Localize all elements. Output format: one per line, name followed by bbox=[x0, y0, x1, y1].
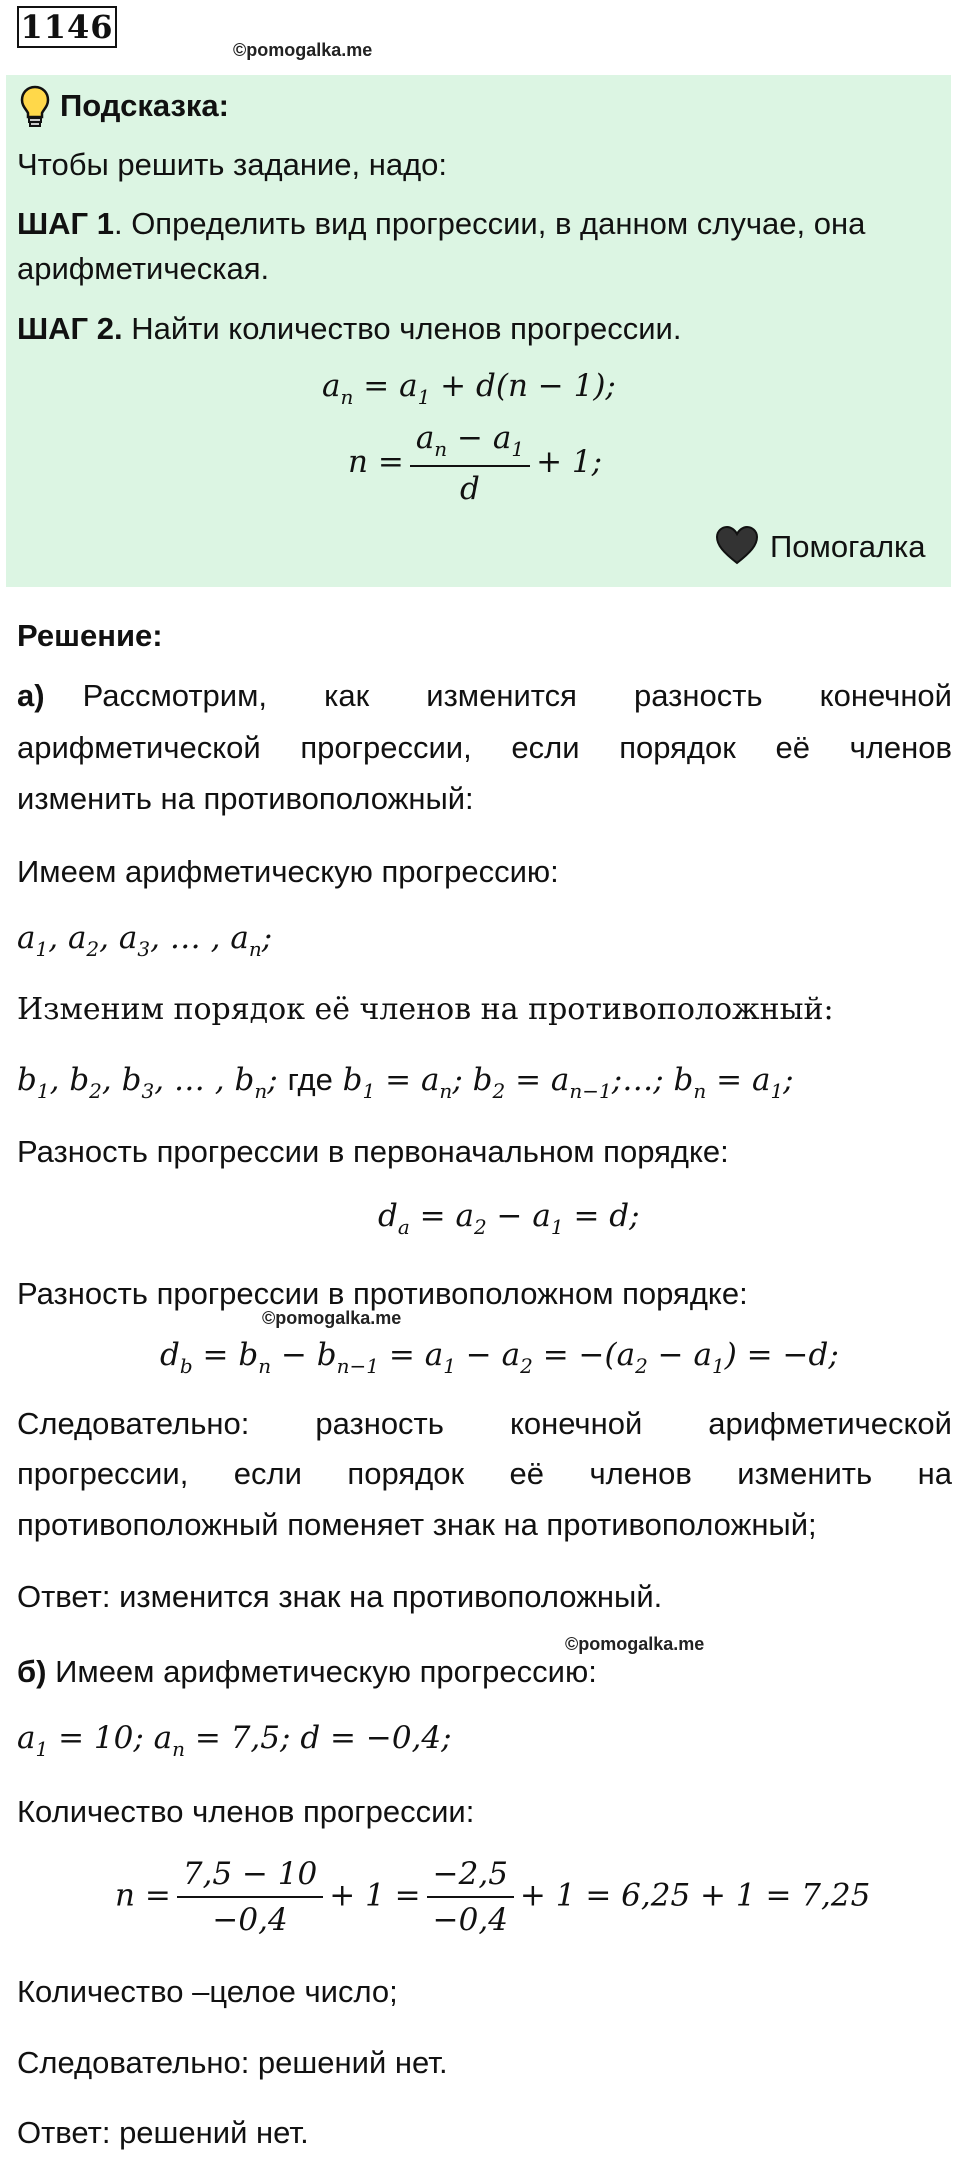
answer-a: Ответ: изменится знак на противоположный. bbox=[17, 1579, 663, 1614]
watermark: ©pomogalka.me bbox=[262, 1308, 402, 1328]
conclusion-line3: противоположный поменяет знак на противоположный; bbox=[17, 1507, 817, 1542]
conclusion-line1: Следовательно: разность конечной арифметической bbox=[17, 1406, 952, 1441]
lightbulb-icon bbox=[20, 85, 50, 129]
part-a-line1: а) Рассмотрим, как изменится разность конечной bbox=[17, 678, 952, 713]
hint-title: Подсказка: bbox=[60, 88, 229, 123]
no-solutions: Следовательно: решений нет. bbox=[17, 2045, 448, 2080]
hint-intro: Чтобы решить задание, надо: bbox=[17, 147, 448, 182]
watermark: ©pomogalka.me bbox=[233, 40, 373, 60]
sequence-b: $b_1$, $b_2$, $b_3$, … , $b_n$; где $b_1 = a_n$; $b_2$ = $a_{n-1};\dots$; $b_n = a_1$; bbox=[17, 1062, 794, 1103]
hint-step1-line2: арифметическая. bbox=[17, 251, 270, 286]
have-progression: Имеем арифметическую прогрессию: bbox=[17, 854, 559, 889]
part-b-header: б) Имеем арифметическую прогрессию: bbox=[17, 1654, 597, 1689]
answer-b: Ответ: решений нет. bbox=[17, 2115, 309, 2150]
brand-label: Помогалка bbox=[770, 529, 926, 564]
part-b-given: $a_1 = 10$; $a_n = 7,5$; d = −0,4; bbox=[17, 1720, 452, 1761]
part-a-line3: изменить на противоположный: bbox=[17, 781, 474, 816]
diff-reverse-label: Разность прогрессии в противоположном порядке: bbox=[17, 1276, 748, 1311]
reverse-order: Изменим порядок её членов на противоположный: bbox=[17, 992, 834, 1027]
hint-step2: ШАГ 2. Найти количество членов прогрессии. bbox=[17, 311, 682, 346]
diff-original-label: Разность прогрессии в первоначальном порядке: bbox=[17, 1134, 729, 1169]
count-label: Количество членов прогрессии: bbox=[17, 1794, 475, 1829]
count-formula: n = $\frac{7,5 - 10}{-0,4}$ + 1 = $\frac{-2,5}{-0,4}$ + 1 = 6,25 + 1 = 7,25 bbox=[115, 1856, 871, 1938]
solution-title: Решение: bbox=[17, 618, 163, 653]
part-a-line2: арифметической прогрессии, если порядок её членов bbox=[17, 730, 952, 765]
sequence-a: $a_1$, $a_2$, $a_3$, … , $a_n$; bbox=[17, 920, 273, 961]
task-number: 1146 bbox=[17, 6, 117, 48]
heart-icon bbox=[715, 525, 759, 565]
formula-n-count: n = $\frac{a_n - a_1}{d}$ + 1; bbox=[348, 420, 603, 507]
hint-step1-line1: ШАГ 1. Определить вид прогрессии, в данном случае, она bbox=[17, 206, 866, 241]
diff-reverse-formula: $d_b = b_n - b_{n-1} = a_1 - a_2 = -(a_2 - a_1) = -d$; bbox=[160, 1337, 839, 1378]
diff-original-formula: $d_a = a_2 - a_1 = d$; bbox=[378, 1198, 640, 1239]
watermark: ©pomogalka.me bbox=[565, 1634, 705, 1654]
conclusion-line2: прогрессии, если порядок её членов изменить на bbox=[17, 1456, 952, 1491]
formula-nth-term: $a_n = a_1 + d(n - 1)$; bbox=[322, 368, 616, 409]
integer-note: Количество –целое число; bbox=[17, 1974, 398, 2009]
